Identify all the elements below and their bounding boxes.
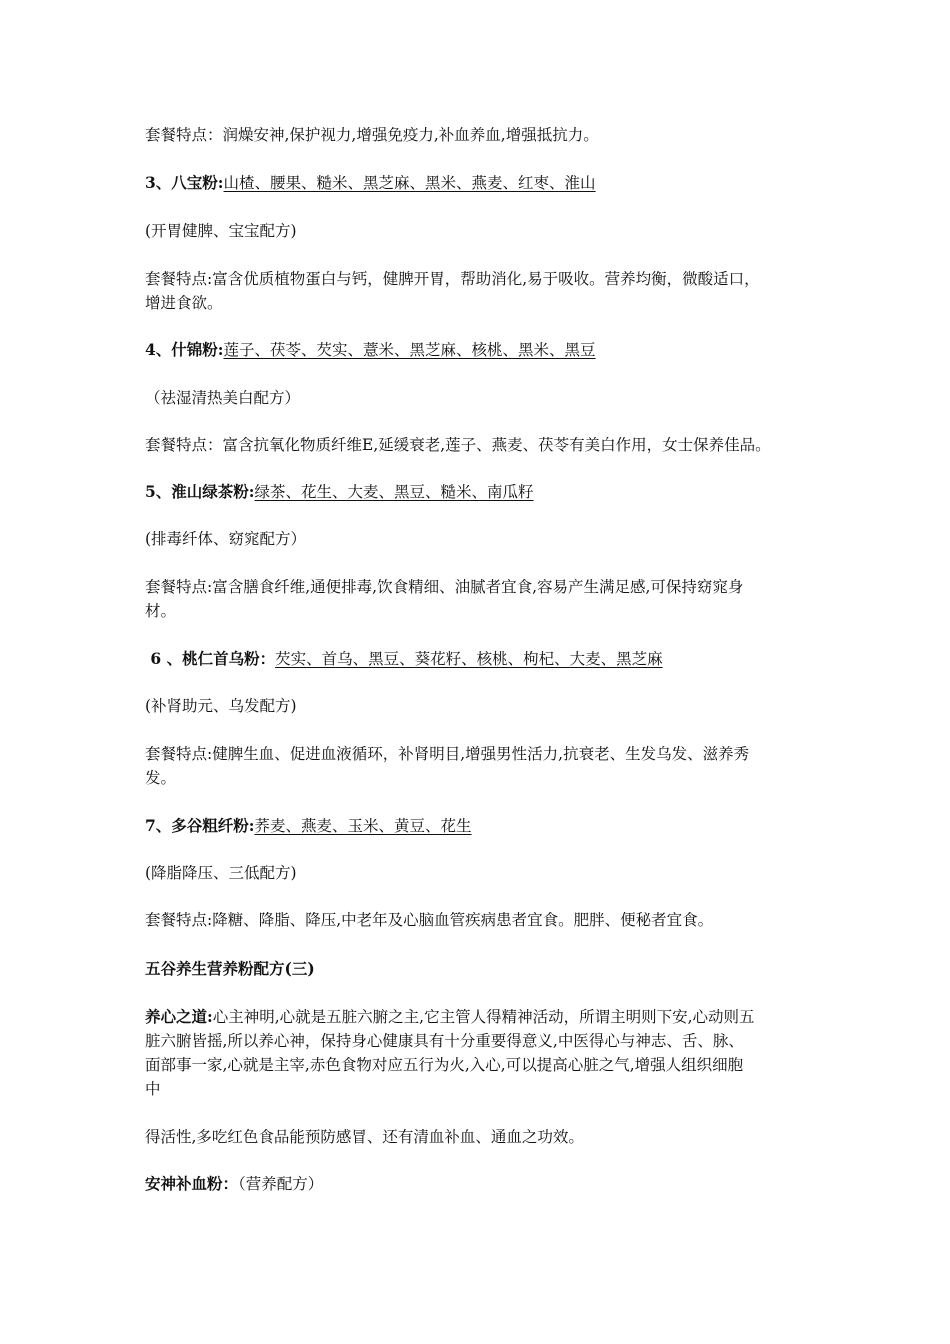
section-heading: 五谷养生营养粉配方(三) [145,959,315,978]
recipe-anshen-heading [145,1173,815,1195]
recipe-title: 什锦粉: [171,340,224,359]
recipe-title: 桃仁首乌粉： [182,649,276,668]
recipe-ingredients: 芡实、首乌、黑豆、葵花籽、核桃、枸杞、大麦、黑芝麻 [275,650,663,668]
heart-care-line3: 面部事一家,心就是主宰,赤色食物对应五行为火,入心,可以提高心脏之气,增强人组织细胞 [145,1056,744,1074]
package-features-text: 套餐特点：润燥安神,保护视力,增强免疫力,补血养血,增强抵抗力。 [145,126,599,144]
recipe-7-tag: (降脂降压、三低配方) [145,864,297,882]
recipe-7-desc: 套餐特点:降糖、降脂、降压,中老年及心脑血管疾病患者宜食。肥胖、便秘者宜食。 [145,911,714,929]
recipe-number: 7、 [145,816,172,835]
recipe-6-desc-line1: 套餐特点:健脾生血、促进血液循环，补肾明目,增强男性活力,抗衰老、生发乌发、滋养秀 [145,745,750,763]
recipe-ingredients: 山楂、腰果、糙米、黑芝麻、黑米、燕麦、红枣、淮山 [223,174,596,192]
recipe-5-desc-line2: 材。 [145,602,177,620]
recipe-title: 安神补血粉： [145,1174,239,1193]
heart-care-line4: 中 [145,1080,161,1098]
recipe-number: 6 、 [145,649,183,668]
recipe-number: 4、 [145,340,172,359]
recipe-6-tag: (补肾助元、乌发配方) [145,697,297,715]
heart-care-text: 心主神明,心就是五脏六腑之主,它主管人得精神活动，所谓主明则下安,心动则五 [212,1008,755,1026]
recipe-3-desc-line1: 套餐特点:富含优质植物蛋白与钙，健脾开胃，帮助消化,易于吸收。营养均衡，微酸适口， [145,270,760,288]
recipe-4-heading [145,339,815,361]
heart-care-line1 [145,1006,815,1028]
recipe-3-desc-line2: 增进食欲。 [145,294,223,312]
recipe-4-desc: 套餐特点：富含抗氧化物质纤维E,延缓衰老,莲子、燕麦、茯苓有美白作用，女士保养佳品。 [145,436,771,454]
recipe-7-heading [145,815,815,837]
recipe-ingredients: 莲子、茯苓、芡实、薏米、黑芝麻、核桃、黑米、黑豆 [223,341,596,359]
recipe-6-desc-line2: 发。 [145,769,177,787]
heart-care-label: 养心之道: [145,1007,213,1026]
recipe-ingredients: 荞麦、燕麦、玉米、黄豆、花生 [254,817,472,835]
recipe-5-heading [145,481,815,503]
recipe-4-tag: （祛湿清热美白配方） [145,389,301,407]
recipe-5-tag: (排毒纤体、窈窕配方） [145,530,307,548]
recipe-3-heading [145,172,815,194]
heart-care-line2: 脏六腑皆摇,所以养心神，保持身心健康具有十分重要得意义,中医得心与神志、舌、脉、 [145,1032,744,1050]
recipe-3-tag: (开胃健脾、宝宝配方) [145,222,297,240]
recipe-number: 5、 [145,482,172,501]
recipe-title: 淮山绿茶粉: [171,482,255,501]
recipe-title: 八宝粉: [171,173,224,192]
recipe-title: 多谷粗纤粉: [171,816,255,835]
recipe-5-desc-line1: 套餐特点:富含膳食纤维,通便排毒,饮食精细、油腻者宜食,容易产生满足感,可保持窈窕身 [145,578,744,596]
recipe-6-heading [145,648,815,670]
recipe-ingredients: 绿茶、花生、大麦、黑豆、糙米、南瓜籽 [254,483,534,501]
recipe-tag: （营养配方） [238,1175,324,1193]
recipe-number: 3、 [145,173,172,192]
heart-care-line5: 得活性,多吃红色食品能预防感冒、还有清血补血、通血之功效。 [145,1128,584,1146]
